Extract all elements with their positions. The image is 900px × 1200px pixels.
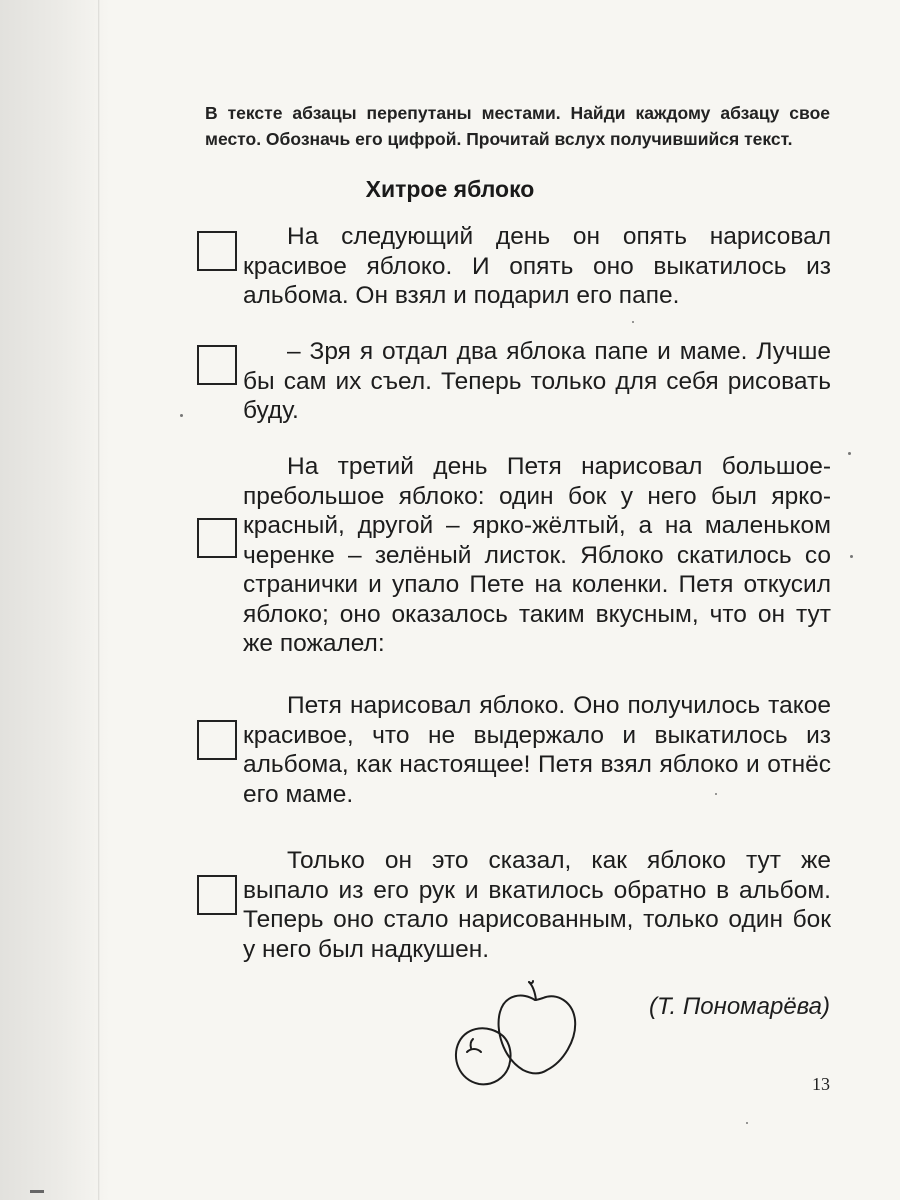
story-author: (Т. Пономарёва) <box>649 993 830 1020</box>
story-title: Хитрое яблоко <box>365 176 535 202</box>
answer-box-1[interactable] <box>197 231 237 271</box>
scan-speck <box>632 321 634 323</box>
answer-box-5[interactable] <box>197 875 237 915</box>
answer-box-2[interactable] <box>197 345 237 385</box>
apple-drawing <box>456 981 575 1084</box>
scan-speck <box>180 414 183 417</box>
story-paragraph-2: – Зря я отдал два яблока папе и маме. Лучше бы сам их съел. Теперь только для себя рисовать буду. <box>243 338 831 424</box>
page-binding-shadow <box>0 0 110 1200</box>
answer-box-4[interactable] <box>197 720 237 760</box>
answer-box-3[interactable] <box>197 518 237 558</box>
scan-speck <box>848 452 851 455</box>
page-number: 13 <box>812 1074 830 1094</box>
story-paragraph-4: Петя нарисовал яблоко. Оно получилось такое красивое, что не выдержало и выкатилось из альбома, как настоящее! Петя взял яблоко и отнёс его маме. <box>243 692 831 808</box>
scan-speck <box>715 793 717 795</box>
task-instruction: В тексте абзацы перепутаны местами. Найди каждому абзацу свое место. Обозначь его цифрой. Прочитай вслух получившийся текст. <box>205 103 830 149</box>
story-paragraph-3: На третий день Петя нарисовал большое-пребольшое яблоко: один бок у него был ярко-красный, другой – ярко-жёлтый, а на маленьком черенке – зелёный листок. Яблоко скатилось со странички и упало Пете на коленки. Петя откусил яблоко; оно оказалось таким вкусным, что он тут же пожалел: <box>243 453 831 657</box>
scan-speck <box>850 555 853 558</box>
scan-corner-mark <box>30 1190 44 1193</box>
story-paragraph-5: Только он это сказал, как яблоко тут же выпало из его рук и вкатилось обратно в альбом. Теперь оно стало нарисованным, только один бок у него был надкушен. <box>243 847 831 963</box>
apples-illustration <box>445 978 585 1088</box>
story-paragraph-1: На следующий день он опять нарисовал красивое яблоко. И опять оно выкатилось из альбома. Он взял и подарил его папе. <box>243 223 831 309</box>
scan-speck <box>746 1122 748 1124</box>
page-binding-line <box>98 0 100 1200</box>
